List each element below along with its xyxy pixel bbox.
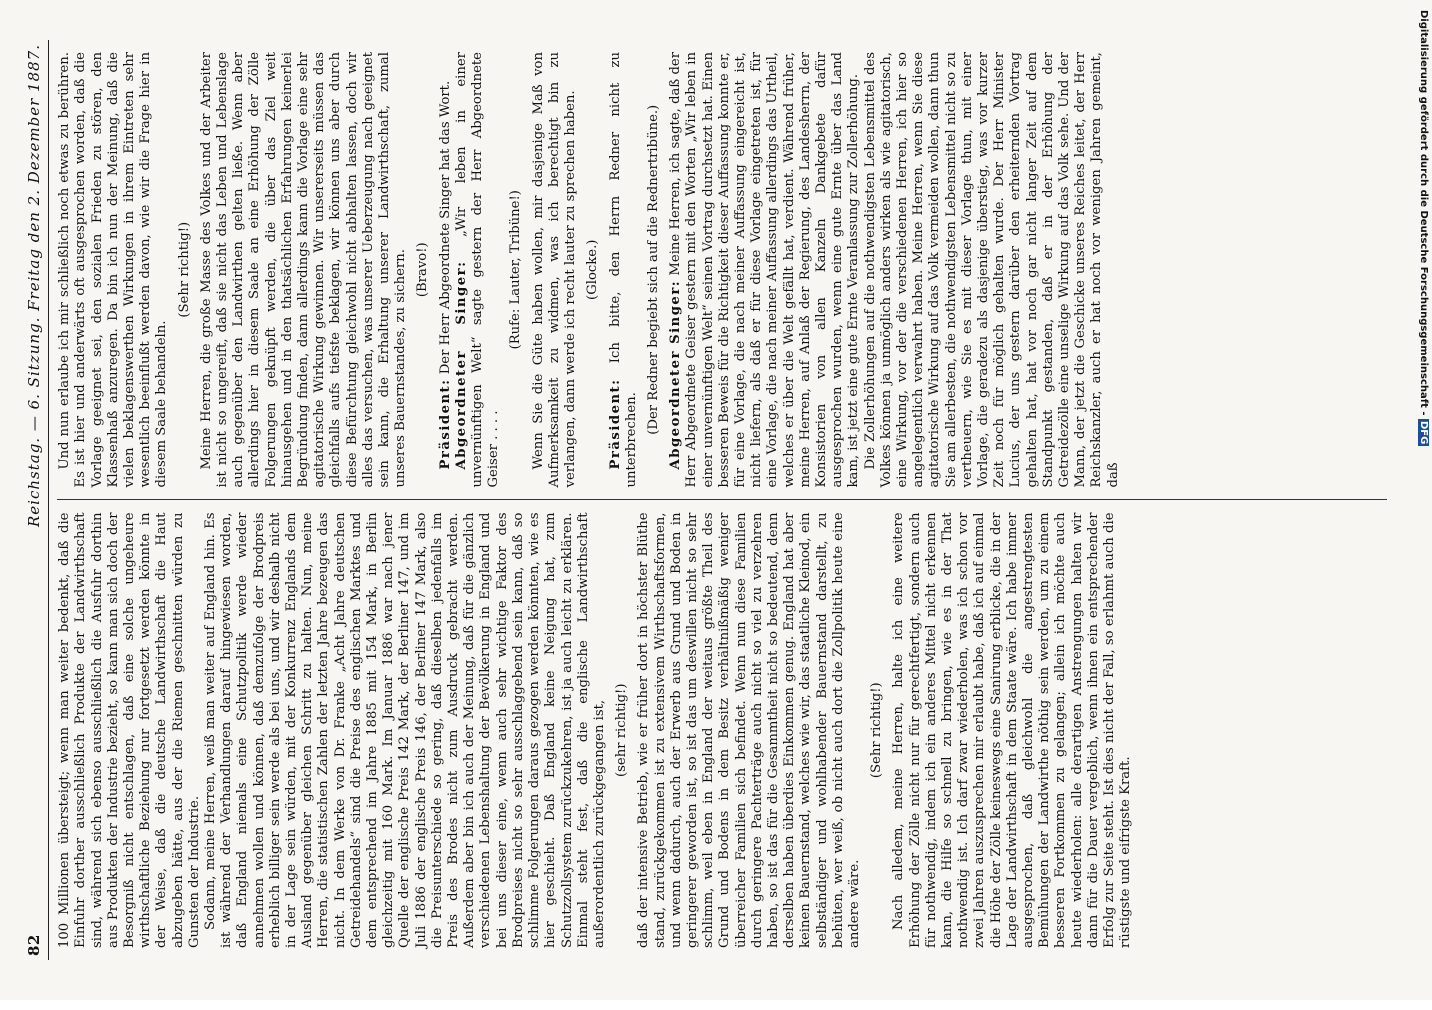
right-column <box>57 40 1387 500</box>
speaker-label: Abgeordneter Singer: <box>453 260 469 470</box>
interjection: (Sehr richtig!) <box>869 682 885 779</box>
left-column <box>57 501 1387 961</box>
speaker-label: Abgeordneter Singer: <box>668 279 684 470</box>
paragraph: Und nun erlaube ich mir schließlich noch etwas zu berühren. Es ist hier und anderwärts oft ausgesprochen worden, daß die Vorlage geeignet sei, den sozialen Frieden zu stören, den Klassenhaß anzuregen. Da bin ich nun der Meinung, daß die vielen beklagenswerthen Wirkungen in ihrem Eintreten sehr wesentlich beeinflußt werden davon, wie wir die Frage hier in diesem Saale behandeln. <box>57 52 170 488</box>
speech-text: „Wir leben in einer unvernünftigen Welt“ sagte gestern der Herr Abgeordnete Geiser . . . . <box>453 52 502 488</box>
interjection: (Rufe: Lauter, Tribüne!) <box>508 190 524 350</box>
two-column-body <box>57 40 1387 960</box>
speaker-label: Präsident: <box>607 378 623 470</box>
running-title: Reichstag. — 6. Sitzung. Freitag den 2. Dezember 1887. <box>25 44 43 527</box>
dfg-logo: DFG <box>1418 421 1429 445</box>
speech-paragraph <box>608 52 640 488</box>
page-number: 82 <box>25 934 43 956</box>
paragraph: Nach alledem, meine Herren, halte ich eine weitere Erhöhung der Zölle nicht nur für gerechtfertigt, sondern auch für nothwendig, indem ich ein anderes Mittel nicht erkennen kann, die Hilfe so schnell zu bringen, wie es in der That nothwendig ist. Ich darf zwar wiederholen, was ich schon vor zwei Jahren auszusprechen mir erlaubt habe, daß ich auf einmal die Höhe der Zölle keineswegs eine Sanirung erblicke, die in der Lage der Landwirthschaft in dem Staate wäre. Ich habe immer ausgesprochen, daß gleichwohl die angestrengtesten Bemühungen der Landwirthe nöthig sein werden, um zu einem besseren Fortkommen zu gelangen; allein ich möchte auch heute wiederholen: alle derartigen Anstrengungen halten wir dann für die Dauer vergeblich, wenn ihnen ein entsprechender Erfolg zur Seite steht. Ist dies nicht der Fall, so erlahmt auch die rüstigste und eifrigste Kraft. <box>891 512 1134 948</box>
column-divider <box>57 500 1387 501</box>
interjection: (Sehr richtig!) <box>176 221 192 318</box>
speech-text: Meine Herren, ich sagte, daß der Herr Abgeordnete Geiser gestern mit den Worten „Wir leben in einer unvernünftigen Welt“ seinen Vortrag durchsetzt hat. Einen besseren Beweis für die Richtigkeit dieser Auffassung konnte er, für eine Vorlage, die nach meiner Auffassung eingereicht ist, nicht liefern, als daß er für diese Vorlage eingetreten ist, für eine Vorlage, die nach meiner Auffassung allerdings das Urtheil, welches er über die Welt gefällt hat, verdient. Während früher, meine Herren, auf Anlaß der Regierung, des Landesherrn, der Konsistorien von allen Kanzeln Dankgebete dafür ausgesprochen wurden, wenn eine gute Ernte über das Land kam, ist jetzt eine gute Ernte Veranlassung zur Zollerhöhung. <box>668 52 862 488</box>
speaker-label: Präsident: <box>437 378 453 470</box>
paragraph: 100 Millionen übersteigt; wenn man weiter bedenkt, daß die Einfuhr dorther ausschließlich Produkte der Landwirthschaft sind, während sich ebenso ausschließlich die Ausfuhr dorthin aus Produkten der Industrie bezieht, so kann man sich doch der Besorgniß nicht entschlagen, daß eine solche ungeheure wirthschaftliche Beziehung nur fortgesetzt werden könnte in der Weise, daß die deutsche Landwirthschaft die Haut abzugeben hätte, aus der die Riemen geschnitten würden zu Gunsten der Industrie. <box>57 512 202 948</box>
interjection: (Der Redner begiebt sich auf die Rednertribüne.) <box>645 104 661 435</box>
running-header <box>26 40 49 960</box>
interjection: (Bravo!) <box>415 242 431 298</box>
interjection: (sehr richtig!) <box>614 683 630 778</box>
speech-paragraph <box>438 52 454 488</box>
paragraph: Wenn Sie die Güte haben wollen, mir dasjenige Maß von Aufmerksamkeit zu widmen, was ich berechtigt bin zu verlangen, dann werde ich recht lauter zu sprechen haben. <box>530 52 579 488</box>
paragraph: Sodann, meine Herren, weiß man weiter auf England hin. Es ist während der Verhandlungen darauf hingewiesen worden, daß England niemals eine Schutzpolitik werde wieder annehmen wollen und können, daß demzufolge der Brodpreis erheblich billiger sein werde als bei uns, und wir deshalb nicht in der Lage sein würden, mit der Konkurrenz Englands dem Ausland gegenüber gleichen Schritt zu halten. Nun, meine Herren, die statistischen Zahlen der letzten Jahre bezeugen das nicht. In dem Werke von Dr. Franke „Acht Jahre deutschen Getreidehandels“ sind die Preise des englischen Marktes und dem entsprechend im Jahre 1885 mit 154 Mark, in Berlin gleichzeitig mit 160 Mark. Im Januar 1886 war nach jener Quelle der englische Preis 142 Mark, der Berliner 147, und im Juli 1886 der englische Preis 146, der Berliner 147 Mark, also die Preisunterschiede so gering, daß dieselben jedenfalls im Preis des Brodes nicht zum Ausdruck gebracht werden. Außerdem aber bin ich auch der Meinung, daß für die gänzlich verschiedenen Lebenshaltung der Bevölkerung in England und bei uns dieser eine, wenn auch sehr wichtige Faktor des Brodpreises nicht so sehr ausschlaggebend sein kann, daß so schlimme Folgerungen daraus gezogen werden könnten, wie es hier geschieht. Daß England keine Neigung hat, zum Schutzzollsystem zurückzukehren, ist ja auch leicht zu erklären. Einmal steht fest, daß die englische Landwirthschaft außerordentlich zurückgegangen ist, <box>203 512 607 948</box>
paragraph: daß der intensive Betrieb, wie er früher dort in höchster Blüthe stand, zurückgekommen ist zu extensivem Wirthschaftsformen, und wenn dadurch, auch der Erwerb aus Grund und Boden in geringerer geworden ist, so ist das um deswillen nicht so sehr schlimm, weil eben in England der weitaus größte Theil des Grund und Bodens in dem Besitz verhältnißmäßig weniger überreicher Familien sich befindet. Wenn nun diese Familien durch geringere Pachterträge auch nicht so viel zu verzehren haben, so ist das für die Gesammtheit nicht so bedeutend, denn derselben haben überdies Einkommen genug. England hat aber keinen Bauernstand, welches wie wir, das staatliche Kleinod, ein selbständiger und wohlhabender Bauernstand darstellt, zu behüten, wer weiß, ob nicht auch dort die Zollpolitik heute eine andere wäre. <box>636 512 862 948</box>
paragraph: Meine Herren, die große Masse des Volkes und der Arbeiter ist nicht so ungereift, daß sie nicht das Leben und Lebenslage auch gegenüber den Landwirthen gelten ließe. Wenn aber allerdings hier in diesem Saale an eine Erhöhung der Zölle Folgerungen geknüpft werden, die über das Ziel weit hinausgehen und in den thatsächlichen Erfahrungen keinerlei Begründung finden, dann allerdings kann die Vorlage eine sehr agitatorische Wirkung gewinnen. Wir unsererseits müssen das gleichfalls aufs tiefste beklagen, wir können uns aber durch diese Befürchtung gleichwohl nicht abhalten lassen, doch wir alles das versuchen, was unserer Ueberzeugung nach geeignet sein kann, die Erhaltung unserer Landwirthschaft, zumal unseres Bauernstandes, zu sichern. <box>198 52 409 488</box>
interjection: (Glocke.) <box>585 239 601 300</box>
speech-paragraph <box>668 52 862 488</box>
speech-text: Ich bitte, den Herrn Redner nicht zu unterbrechen. <box>607 51 639 488</box>
credit-text <box>1415 10 1429 1010</box>
speech-text: Der Herr Abgeordnete Singer hat das Wort. <box>437 80 453 375</box>
speech-paragraph <box>454 52 503 488</box>
paragraph: Die Zollerhöhungen auf die nothwendigsten Lebensmittel des Volkes können ja unmöglich anders wirken als wie agitatorisch, eine Wirkung, vor der die verschiedenen Herren, ich hier so angelegentlich verwahrt haben. Meine Herren, wenn Sie diese agitatorische Wirkung auf das Volk vermeiden wollen, dann thun Sie am allerbesten, die nothwendigsten Lebensmittel nicht so zu vertheuern, wie Sie es mit dieser Vorlage thun, mit einer Vorlage, die geradezu als dasjenige überstieg, was vor kurzer Zeit noch für möglich gehalten wurde. Der Herr Minister Lucius, der uns gestern darüber den erheiternden Vortrag gehalten hat, hat vor noch gar nicht langer Zeit auf dem Standpunkt gestanden, daß er in der Erhöhung der Getreidezölle eine unselige Wirkung auf das Volk sehe. Und der Mann, der jetzt die Geschicke unseres Reiches leitet, der Herr Reichskanzler, auch er hat noch vor wenigen Jahren gemeint, daß <box>862 52 1121 488</box>
credit-label: Digitalisierung gefördert durch die Deutsche Forschungsgemeinschaft - <box>1418 10 1429 416</box>
digitization-credit <box>1412 0 1432 1000</box>
